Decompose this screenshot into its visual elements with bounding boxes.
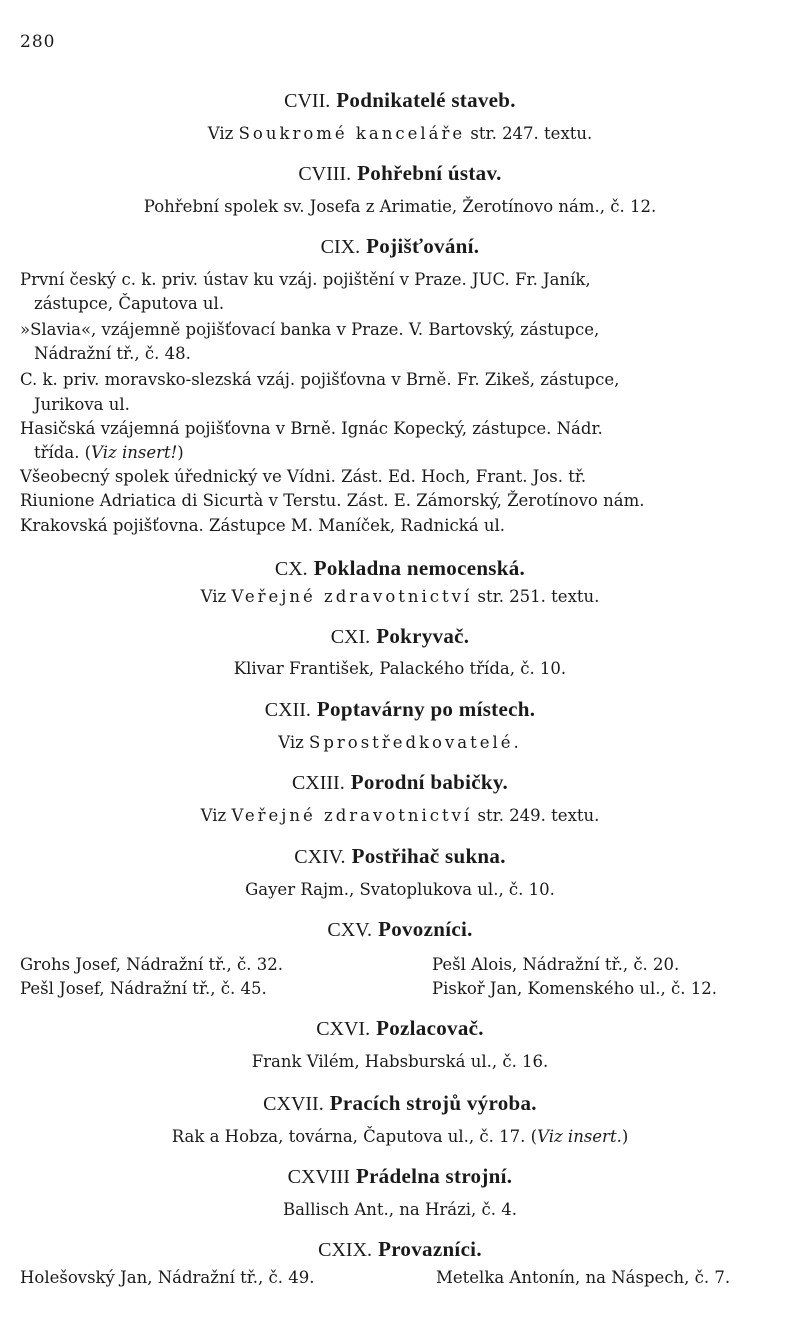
list-item: Pešl Alois, Nádražní tř., č. 20. — [432, 955, 680, 974]
section-numeral: CVII. — [284, 90, 331, 112]
section-line: Viz Veřejné zdravotnictví str. 249. textu. — [200, 806, 600, 825]
section-numeral: CVIII. — [298, 163, 352, 185]
section-heading — [0, 1237, 800, 1262]
section-heading — [0, 1091, 800, 1116]
section-title: Postřihač sukna. — [351, 844, 506, 868]
list-item: »Slavia«, vzájemně pojišťovací banka v Praze. V. Bartovský, zástupce, — [20, 320, 600, 339]
section-numeral: CXVII. — [263, 1093, 324, 1115]
section-title: Provazníci. — [378, 1237, 482, 1261]
list-item-continuation: zástupce, Čaputova ul. — [34, 294, 225, 313]
section-heading — [0, 88, 800, 113]
section-line: Gayer Rajm., Svatoplukova ul., č. 10. — [245, 880, 555, 899]
section-heading — [0, 697, 800, 722]
section-title: Pracích strojů výroba. — [329, 1091, 537, 1115]
section-line: Viz Soukromé kanceláře str. 247. textu. — [207, 124, 593, 143]
list-item-continuation: třída. (Viz insert!) — [34, 443, 184, 462]
list-item: Metelka Antonín, na Náspech, č. 7. — [436, 1268, 731, 1287]
section-title: Pozlacovač. — [376, 1016, 484, 1040]
section-line: Ballisch Ant., na Hrázi, č. 4. — [282, 1200, 518, 1219]
section-title: Pohřební ústav. — [357, 161, 502, 185]
section-numeral: CIX. — [320, 236, 361, 258]
section-heading — [0, 1016, 800, 1041]
section-title: Pokryvač. — [376, 624, 470, 648]
section-heading — [0, 624, 800, 649]
list-item: Hasičská vzájemná pojišťovna v Brně. Ignác Kopecký, zástupce. Nádr. — [20, 419, 603, 438]
section-line: Klivar František, Palackého třída, č. 10. — [233, 659, 567, 678]
list-item-continuation: Nádražní tř., č. 48. — [34, 344, 191, 363]
list-item: První český c. k. priv. ústav ku vzáj. pojištění v Praze. JUC. Fr. Janík, — [20, 270, 591, 289]
section-heading — [0, 234, 800, 259]
list-item-continuation: Jurikova ul. — [34, 395, 130, 414]
section-heading — [0, 844, 800, 869]
section-title: Podnikatelé staveb. — [336, 88, 516, 112]
section-line: Viz Sprostředkovatelé. — [278, 733, 522, 752]
section-numeral: CXIV. — [294, 846, 346, 868]
list-item: Holešovský Jan, Nádražní tř., č. 49. — [20, 1268, 315, 1287]
list-item: Riunione Adriatica di Sicurtà v Terstu. Zást. E. Zámorský, Žerotínovo nám. — [20, 491, 645, 510]
section-numeral: CX. — [274, 558, 308, 580]
section-heading — [0, 1164, 800, 1189]
section-title: Povozníci. — [378, 917, 473, 941]
section-numeral: CXI. — [330, 626, 371, 648]
section-heading — [0, 770, 800, 795]
section-title: Pokladna nemocenská. — [313, 556, 526, 580]
section-line: Rak a Hobza, továrna, Čaputova ul., č. 17. (Viz insert.) — [171, 1127, 629, 1146]
page-number: 280 — [20, 32, 56, 52]
list-item: C. k. priv. moravsko-slezská vzáj. pojišťovna v Brně. Fr. Zikeš, zástupce, — [20, 370, 620, 389]
list-item: Pešl Josef, Nádražní tř., č. 45. — [20, 979, 267, 998]
section-line: Pohřební spolek sv. Josefa z Arimatie, Žerotínovo nám., č. 12. — [143, 197, 657, 216]
section-numeral: CXVIII — [287, 1166, 350, 1188]
list-item: Grohs Josef, Nádražní tř., č. 32. — [20, 955, 283, 974]
section-heading — [0, 556, 800, 581]
section-line: Frank Vilém, Habsburská ul., č. 16. — [251, 1052, 549, 1071]
list-item: Všeobecný spolek úřednický ve Vídni. Zást. Ed. Hoch, Frant. Jos. tř. — [20, 467, 587, 486]
list-item: Krakovská pojišťovna. Zástupce M. Maníček, Radnická ul. — [20, 516, 505, 535]
section-numeral: CXII. — [264, 699, 311, 721]
section-numeral: CXV. — [327, 919, 373, 941]
section-heading — [0, 917, 800, 942]
section-heading — [0, 161, 800, 186]
section-title: Porodní babičky. — [350, 770, 509, 794]
list-item: Piskoř Jan, Komenského ul., č. 12. — [432, 979, 717, 998]
section-title: Pojišťování. — [366, 234, 480, 258]
section-numeral: CXIII. — [291, 772, 345, 794]
section-numeral: CXVI. — [316, 1018, 371, 1040]
section-line: Viz Veřejné zdravotnictví str. 251. textu. — [200, 587, 600, 606]
section-title: Poptavárny po místech. — [316, 697, 536, 721]
section-title: Prádelna strojní. — [355, 1164, 513, 1188]
section-numeral: CXIX. — [318, 1239, 373, 1261]
